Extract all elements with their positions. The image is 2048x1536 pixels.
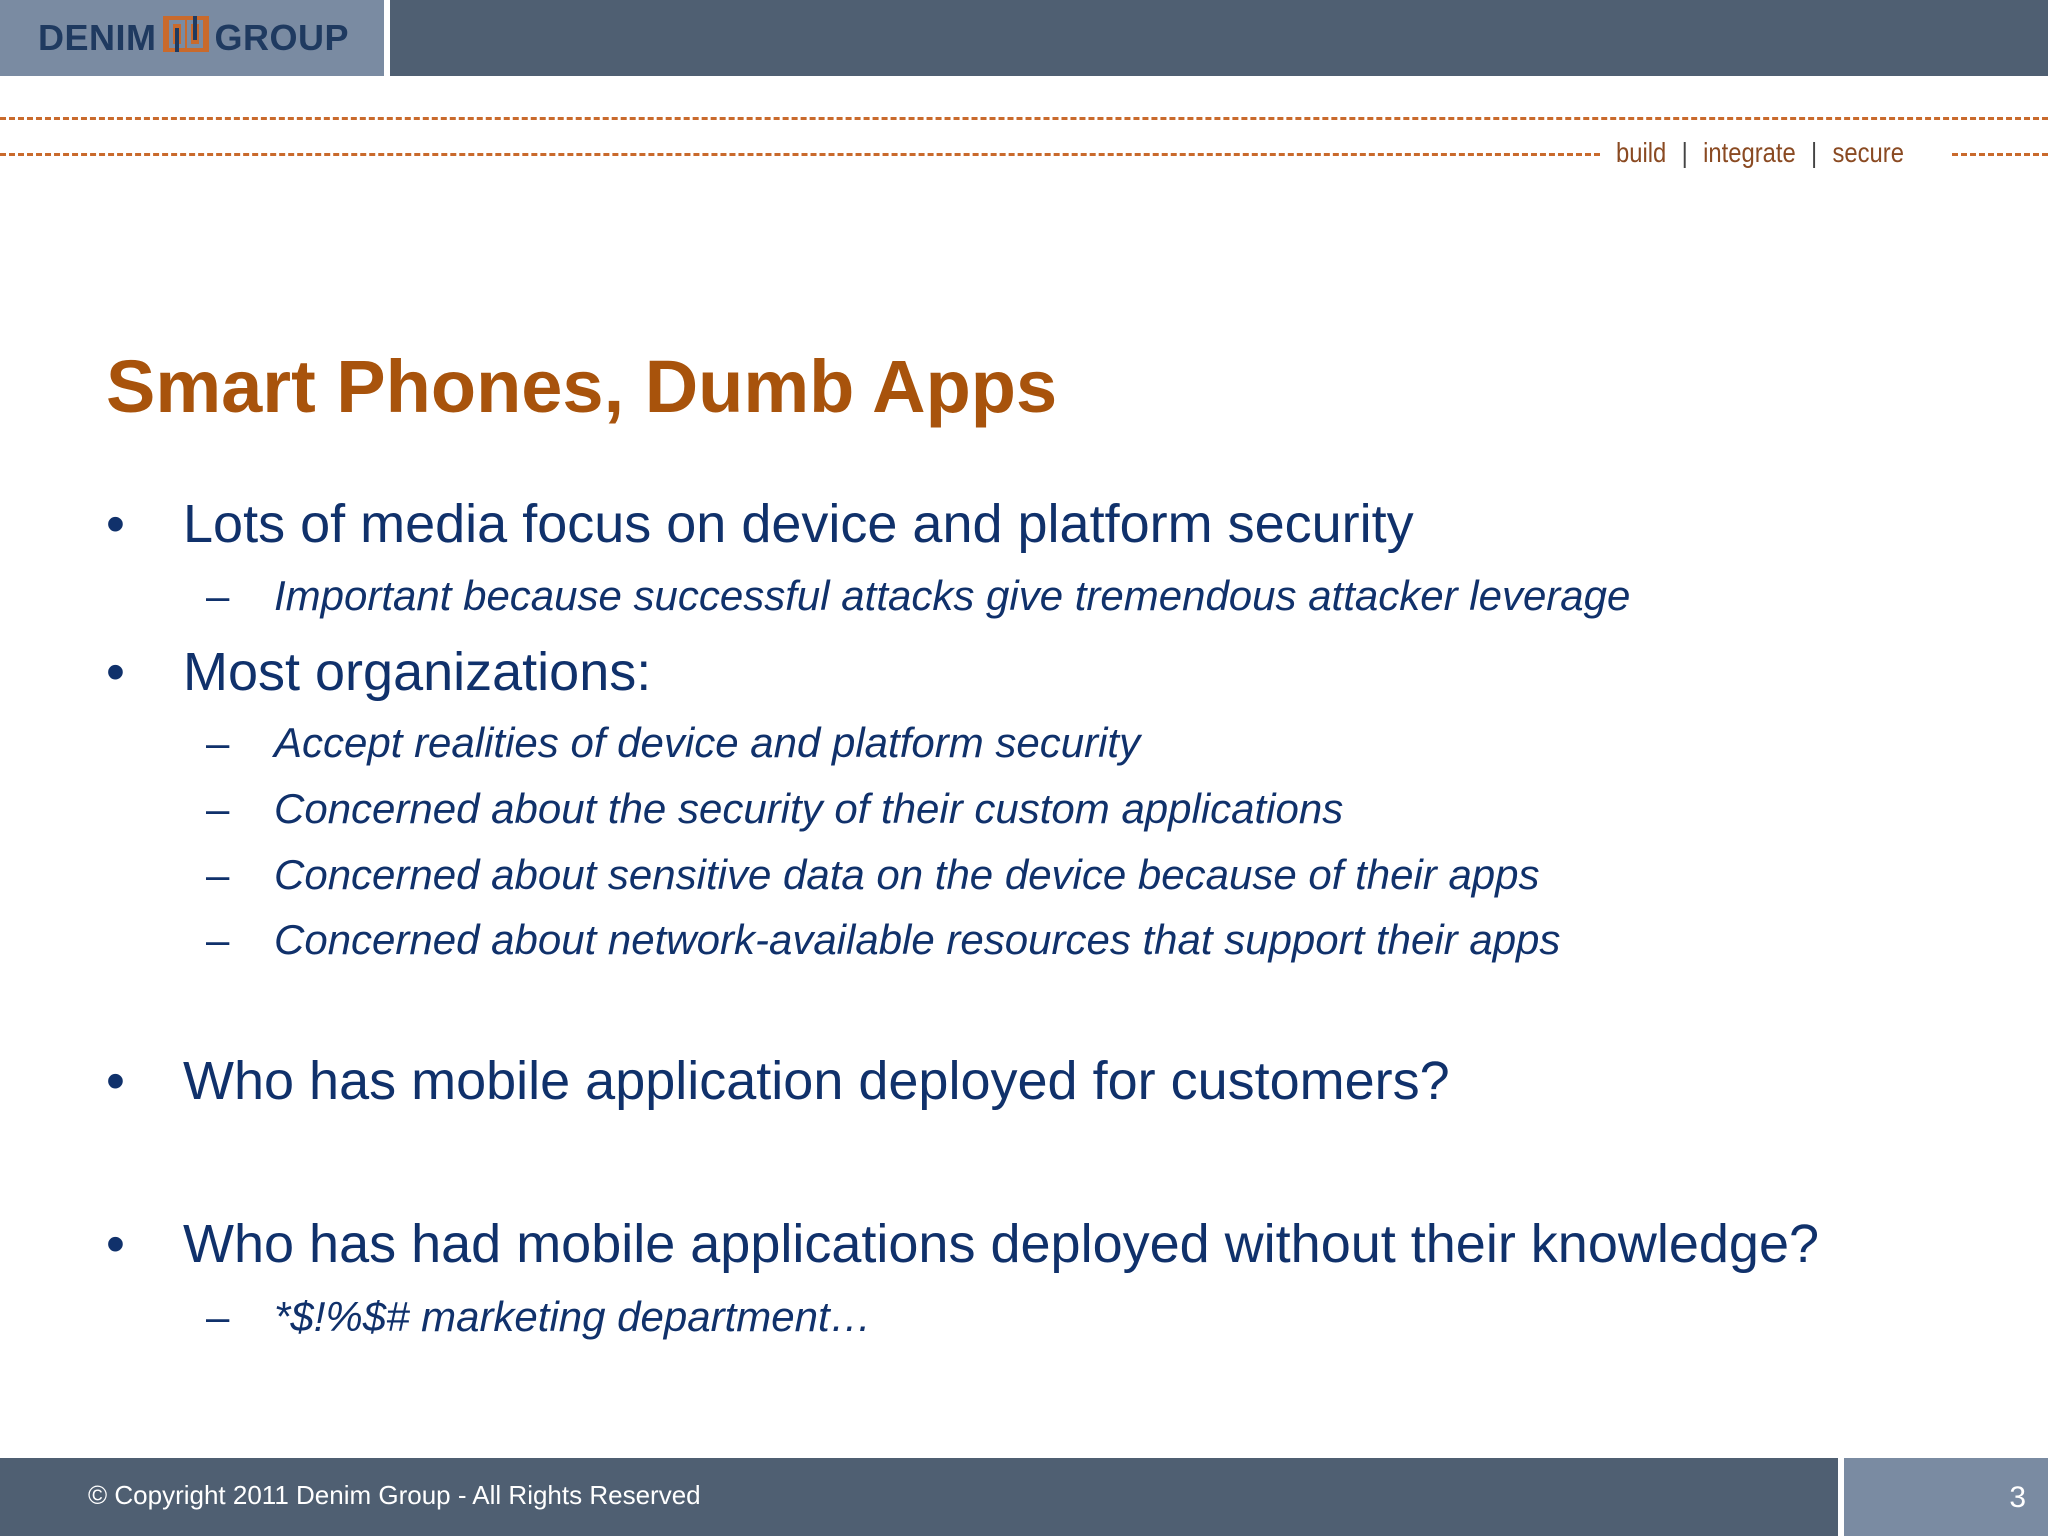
logo-mark-icon bbox=[163, 12, 209, 65]
denim-group-logo bbox=[38, 14, 349, 62]
dashed-line-top bbox=[0, 117, 2048, 120]
bullet-text: Lots of media focus on device and platform security bbox=[183, 494, 1414, 554]
sub-bullet-text: Concerned about network-available resources that support their apps bbox=[274, 916, 1561, 963]
logo-text-right: GROUP bbox=[214, 17, 350, 58]
tagline-secure: secure bbox=[1832, 137, 1904, 168]
tagline-separator: | bbox=[1811, 137, 1818, 168]
sub-bullet-marker: – bbox=[206, 851, 230, 898]
sub-bullet-marker: – bbox=[206, 572, 230, 619]
sub-bullet-marker: – bbox=[206, 916, 230, 963]
dashed-line-bottom-left bbox=[0, 153, 1600, 156]
bullet-text: Most organizations: bbox=[183, 642, 652, 702]
tagline bbox=[1616, 133, 1904, 173]
copyright-text: © Copyright 2011 Denim Group - All Rights Reserved bbox=[88, 1480, 701, 1510]
tagline-integrate: integrate bbox=[1703, 137, 1796, 168]
sub-bullet-text: *$!%$# marketing department… bbox=[274, 1293, 872, 1340]
bullet-text: Who has had mobile applications deployed without their knowledge? bbox=[183, 1214, 1820, 1274]
bullet-marker: • bbox=[106, 1214, 125, 1274]
sub-bullet-text: Concerned about sensitive data on the device because of their apps bbox=[274, 851, 1540, 898]
sub-bullet-text: Important because successful attacks give tremendous attacker leverage bbox=[274, 572, 1631, 619]
logo-box bbox=[0, 0, 390, 76]
bullet-text: Who has mobile application deployed for customers? bbox=[183, 1051, 1450, 1111]
tagline-build: build bbox=[1616, 137, 1667, 168]
sub-bullet-marker: – bbox=[206, 719, 230, 766]
slide-title: Smart Phones, Dumb Apps bbox=[106, 345, 1058, 428]
sub-bullet-text: Accept realities of device and platform security bbox=[274, 719, 1141, 766]
page-number: 3 bbox=[2009, 1481, 2026, 1514]
bullet-marker: • bbox=[106, 642, 125, 702]
sub-bullet-text: Concerned about the security of their custom applications bbox=[274, 785, 1344, 832]
logo-text-left: DENIM bbox=[38, 17, 157, 58]
sub-bullet-marker: – bbox=[206, 1293, 230, 1340]
bullet-marker: • bbox=[106, 494, 125, 554]
bullet-marker: • bbox=[106, 1051, 125, 1111]
sub-bullet-marker: – bbox=[206, 785, 230, 832]
tagline-separator: | bbox=[1681, 137, 1688, 168]
dashed-line-bottom-right bbox=[1952, 153, 2048, 156]
